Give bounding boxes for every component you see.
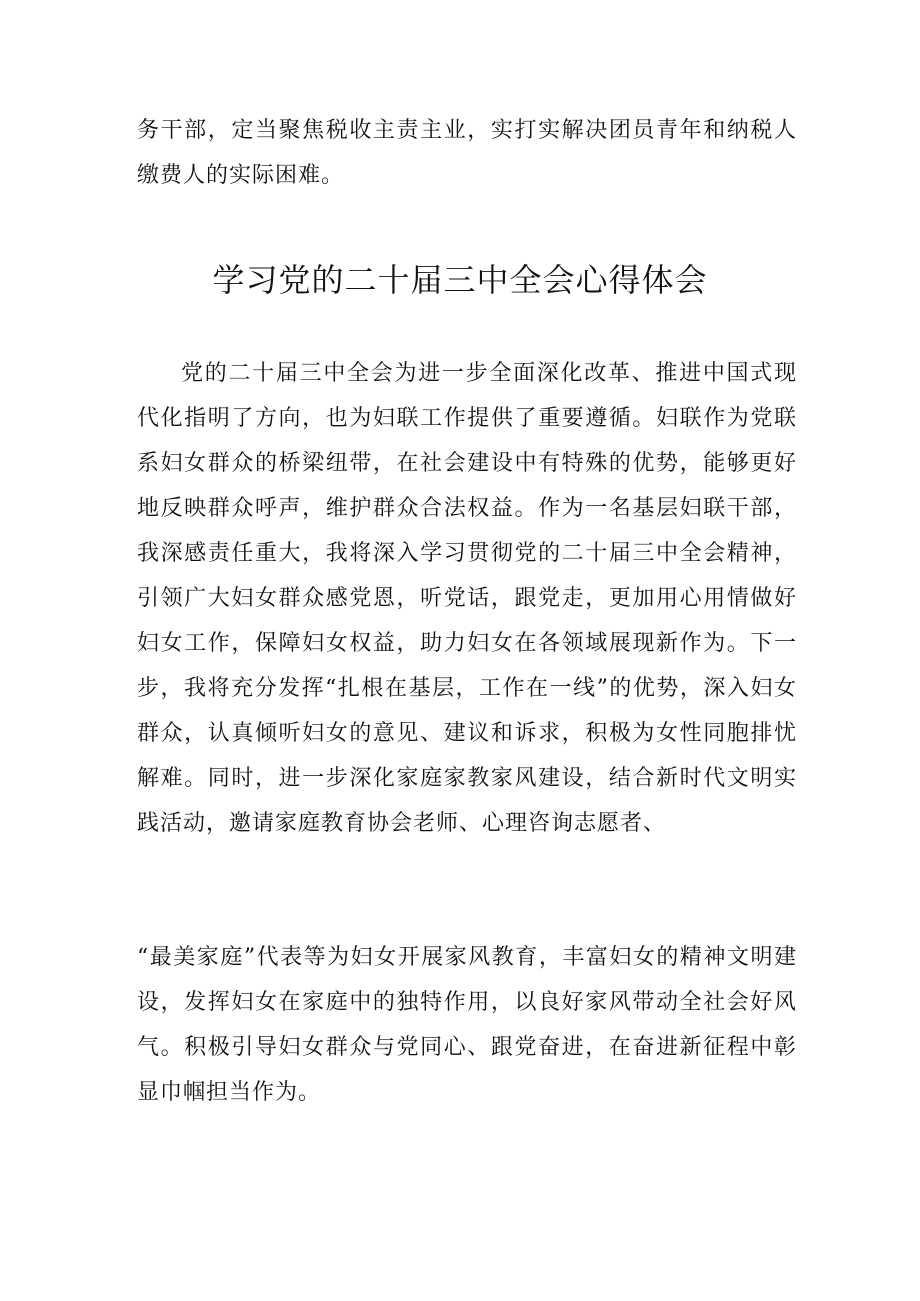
body-paragraph: 党的二十届三中全会为进一步全面深化改革、推进中国式现代化指明了方向，也为妇联工作提供了重要遵循。妇联作为党联系妇女群众的桥梁纽带，在社会建设中有特殊的优势，能够更好地反映群众呼声，维护群众合法权益。作为一名基层妇联干部，我深感责任重大，我将深入学习贯彻党的二十届三中全会精神，引领广大妇女群众感党恩，听党话，跟党走，更加用心用情做好妇女工作，保障妇女权益，助力妇女在各领域展现新作为。下一步，我将充分发挥“扎根在基层，工作在一线”的优势，深入妇女群众，认真倾听妇女的意见、建议和诉求，积极为女性同胞排忧解难。同时，进一步深化家庭家教家风建设，结合新时代文明实践活动，邀请家庭教育协会老师、心理咨询志愿者、 xyxy=(137,361,797,836)
intro-text-block xyxy=(137,108,797,198)
document-title: 学习党的二十届三中全会心得体会 xyxy=(212,261,708,299)
intro-paragraph: 务干部，定当聚焦税收主责主业，实打实解决团员青年和纳税人缴费人的实际困难。 xyxy=(137,118,797,188)
body-text-block xyxy=(137,351,797,846)
continuation-paragraph: “最美家庭”代表等为妇女开展家风教育，丰富妇女的精神文明建设，发挥妇女在家庭中的独特作用，以良好家风带动全社会好风气。积极引导妇女群众与党同心、跟党奋进，在奋进新征程中彰显巾帼担当作为。 xyxy=(137,945,797,1105)
continuation-text-block xyxy=(137,935,797,1115)
